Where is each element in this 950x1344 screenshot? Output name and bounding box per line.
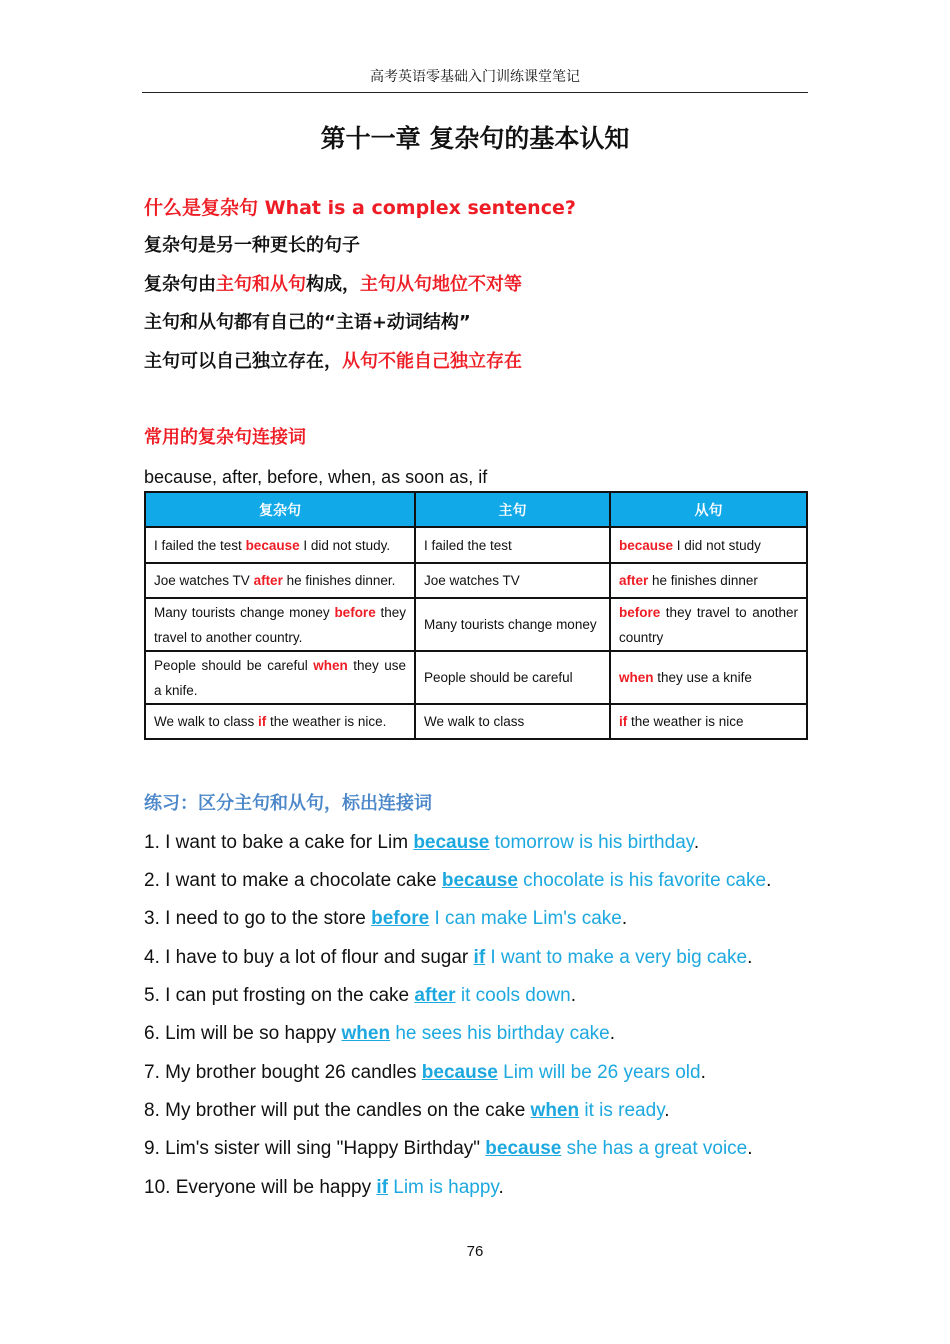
section-heading-exercise: 练习：区分主句和从句，标出连接词 xyxy=(144,793,432,814)
sub-cell: before they travel to another country xyxy=(610,598,807,651)
sub-cell: after he finishes dinner xyxy=(610,563,807,598)
exercise-item: 9. Lim's sister will sing "Happy Birthday" because she has a great voice. xyxy=(144,1138,753,1159)
header-main: 主句 xyxy=(415,492,610,527)
exercise-item: 2. I want to make a chocolate cake because chocolate is his favorite cake. xyxy=(144,870,772,891)
main-cell: People should be careful xyxy=(415,651,610,704)
table-row xyxy=(145,598,807,651)
intro-line-1: 复杂句是另一种更长的句子 xyxy=(144,235,360,256)
exercise-item: 1. I want to bake a cake for Lim because tomorrow is his birthday. xyxy=(144,832,700,853)
header-rule xyxy=(142,92,808,93)
table-row xyxy=(145,651,807,704)
running-header: 高考英语零基础入门训练课堂笔记 xyxy=(370,69,580,85)
main-cell: I failed the test xyxy=(415,527,610,563)
complex-cell: People should be careful when they use a knife. xyxy=(145,651,415,704)
intro-line-2: 复杂句由主句和从句构成，主句从句地位不对等 xyxy=(144,274,522,295)
complex-sentence-table xyxy=(144,491,808,740)
sub-cell: when they use a knife xyxy=(610,651,807,704)
sub-cell: if the weather is nice xyxy=(610,704,807,739)
chapter-title: 第十一章 复杂句的基本认知 xyxy=(320,124,630,153)
main-cell: Joe watches TV xyxy=(415,563,610,598)
exercise-item: 10. Everyone will be happy if Lim is happy. xyxy=(144,1177,504,1198)
table-row xyxy=(145,563,807,598)
complex-cell: I failed the test because I did not study. xyxy=(145,527,415,563)
exercise-item: 3. I need to go to the store before I can make Lim's cake. xyxy=(144,908,628,929)
table-row xyxy=(145,704,807,739)
exercise-item: 4. I have to buy a lot of flour and sugar if I want to make a very big cake. xyxy=(144,947,753,968)
section-heading-what-is: 什么是复杂句 What is a complex sentence? xyxy=(144,197,576,219)
intro-line-4: 主句可以自己独立存在，从句不能自己独立存在 xyxy=(144,351,522,372)
section-heading-connectors: 常用的复杂句连接词 xyxy=(144,427,306,448)
table-row xyxy=(145,527,807,563)
header-sub: 从句 xyxy=(610,492,807,527)
exercise-item: 8. My brother will put the candles on the cake when it is ready. xyxy=(144,1100,670,1121)
page-number: 76 xyxy=(466,1243,484,1260)
exercise-item: 5. I can put frosting on the cake after it cools down. xyxy=(144,985,576,1006)
intro-line-3: 主句和从句都有自己的“主语+动词结构” xyxy=(144,312,471,333)
main-cell: We walk to class xyxy=(415,704,610,739)
complex-cell: Many tourists change money before they travel to another country. xyxy=(145,598,415,651)
header-complex: 复杂句 xyxy=(145,492,415,527)
main-cell: Many tourists change money xyxy=(415,598,610,651)
connector-list: because, after, before, when, as soon as, if xyxy=(144,467,488,487)
complex-cell: We walk to class if the weather is nice. xyxy=(145,704,415,739)
exercise-item: 6. Lim will be so happy when he sees his birthday cake. xyxy=(144,1023,616,1044)
exercise-item: 7. My brother bought 26 candles because Lim will be 26 years old. xyxy=(144,1062,706,1083)
sub-cell: because I did not study xyxy=(610,527,807,563)
complex-cell: Joe watches TV after he finishes dinner. xyxy=(145,563,415,598)
table-header-row xyxy=(145,492,807,527)
